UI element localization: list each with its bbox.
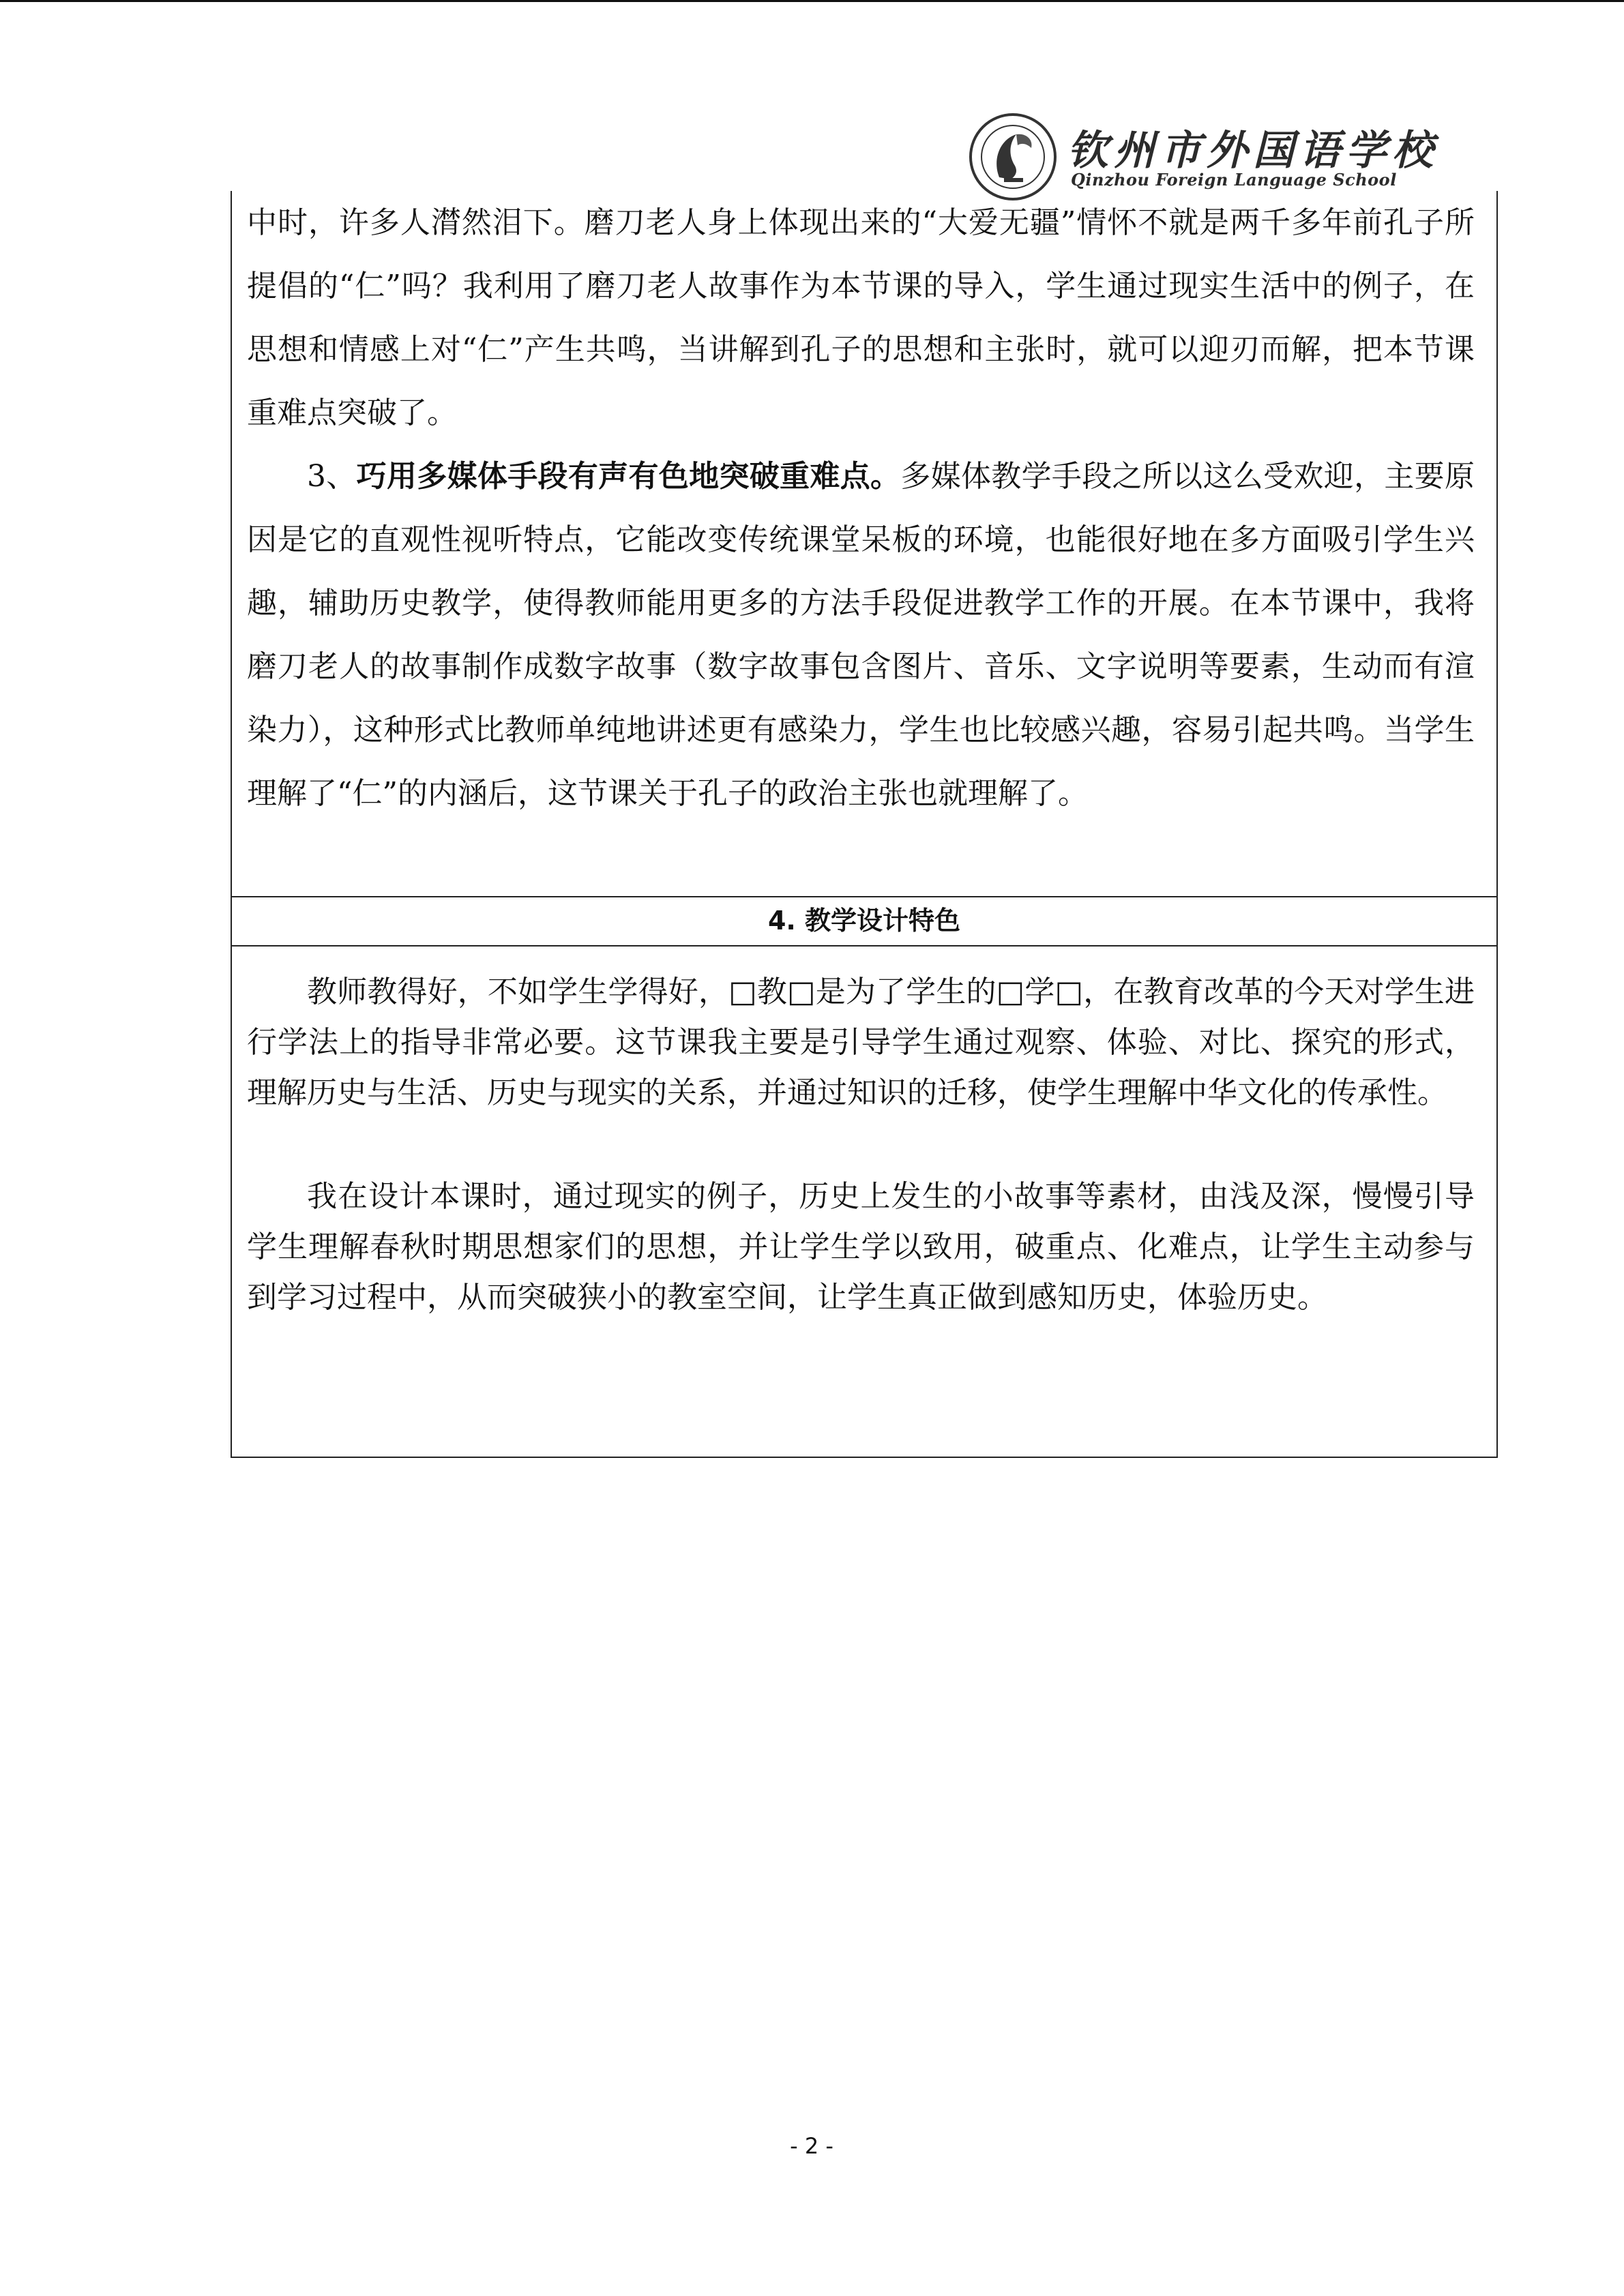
section-3-continued-cell [232, 191, 1496, 897]
top-border-rule [0, 0, 1624, 2]
continued-paragraph: 中时，许多人潸然泪下。磨刀老人身上体现出来的“大爱无疆”情怀不就是两千多年前孔子所提倡的“仁”吗？我利用了磨刀老人故事作为本节课的导入，学生通过现实生活中的例子，在思想和情感上对“仁”产生共鸣，当讲解到孔子的思想和主张时，就可以迎刃而解，把本节课重难点突破了。 [247, 205, 1475, 430]
item-3-number: 3、 [307, 459, 357, 494]
school-name-cn: 钦州市外国语学校 [1067, 127, 1438, 175]
section-4-paragraph-1: 教师教得好，不如学生学得好，□教□是为了学生的□学□，在教育改革的今天对学生进行学法上的指导非常必要。这节课我主要是引导学生通过观察、体验、对比、探究的形式，理解历史与生活、历史与现实的关系，并通过知识的迁移，使学生理解中华文化的传承性。 [247, 974, 1475, 1110]
item-3-bold-lead: 巧用多媒体手段有声有色地突破重难点。 [356, 459, 901, 494]
content-table [231, 191, 1498, 1458]
section-4-heading: 4. 教学设计特色 [232, 897, 1496, 946]
item-3-paragraph [247, 445, 1475, 825]
school-seal-icon [969, 113, 1057, 201]
section-4-paragraph-2: 我在设计本课时，通过现实的例子，历史上发生的小故事等素材，由浅及深，慢慢引导学生理解春秋时期思想家们的思想，并让学生学以致用，破重点、化难点，让学生主动参与到学习过程中，从而突破狭小的教室空间，让学生真正做到感知历史，体验历史。 [247, 1179, 1475, 1315]
page-number: - 2 - [790, 2133, 833, 2159]
item-3-text: 多媒体教学手段之所以这么受欢迎，主要原因是它的直观性视听特点，它能改变传统课堂呆板的环境，也能很好地在多方面吸引学生兴趣，辅助历史教学，使得教师能用更多的方法手段促进教学工作的开展。在本节课中，我将磨刀老人的故事制作成数字故事（数字故事包含图片、音乐、文字说明等要素，生动而有渲染力），这种形式比教师单纯地讲述更有感染力，学生也比较感兴趣，容易引起共鸣。当学生理解了“仁”的内涵后，这节课关于孔子的政治主张也就理解了。 [247, 459, 1475, 811]
section-4-body-cell [232, 946, 1496, 1457]
school-name-en: Qinzhou Foreign Language School [1071, 170, 1397, 190]
school-header [969, 113, 1438, 201]
